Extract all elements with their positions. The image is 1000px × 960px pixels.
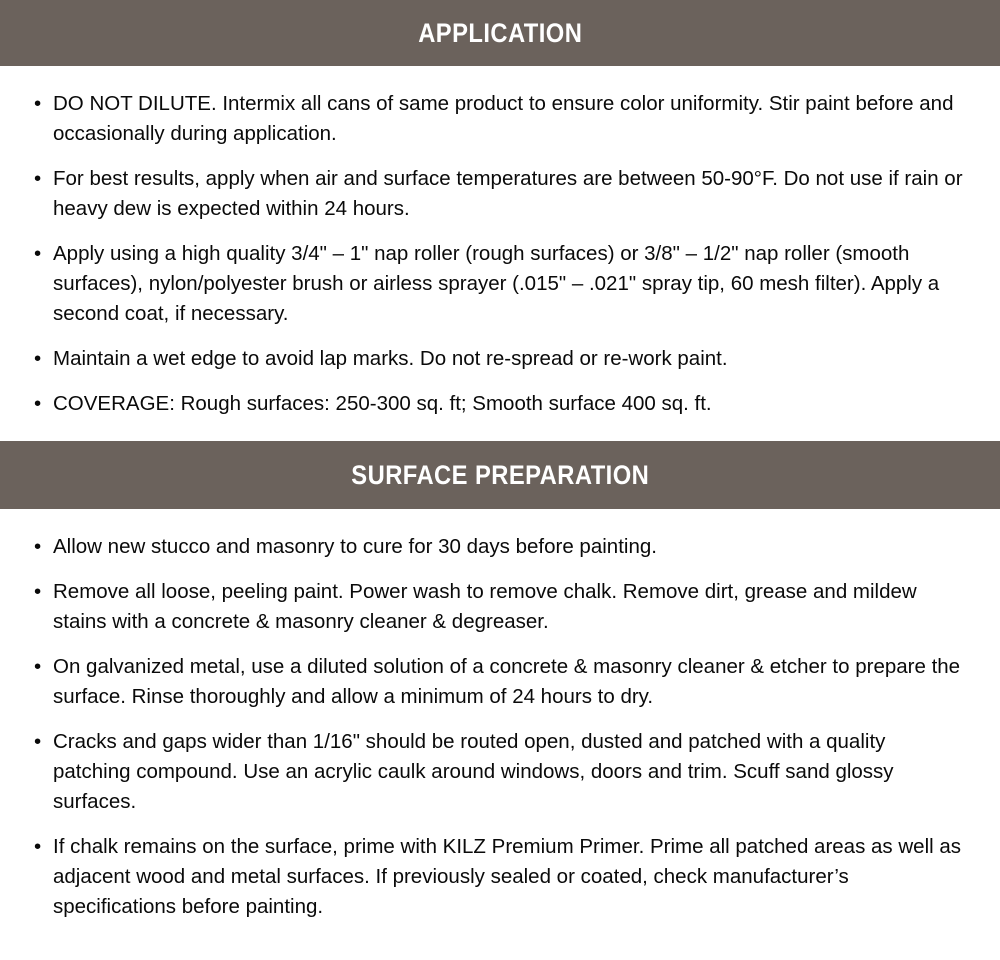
list-item-text: Apply using a high quality 3/4" – 1" nap roller (rough surfaces) or 3/8" – 1/2" nap roller (smooth surfaces), nylon/polyester brush or airless sprayer (.015" – .021" spray tip, 60 mesh filter). Apply a second coat, if necessary. — [53, 242, 940, 325]
section-heading-application-text: APPLICATION — [417, 17, 583, 48]
list-item — [34, 832, 966, 922]
list-item-text: For best results, apply when air and surface temperatures are between 50-90°F. Do not use if rain or heavy dew is expected within 24 hours. — [53, 167, 963, 220]
section-heading-surface-preparation-text: SURFACE PREPARATION — [351, 459, 649, 490]
list-item-text: DO NOT DILUTE. Intermix all cans of same product to ensure color uniformity. Stir paint before and occasionally during application. — [53, 92, 954, 145]
bullet-dot-icon: • — [34, 580, 42, 603]
bullet-dot-icon: • — [34, 655, 42, 678]
section-divider-space — [0, 419, 1000, 441]
list-item-text: Maintain a wet edge to avoid lap marks. Do not re-spread or re-work paint. — [53, 347, 728, 370]
bullet-dot-icon: • — [34, 242, 42, 265]
section-header-surface-preparation — [0, 441, 1000, 509]
bullet-dot-icon: • — [34, 835, 42, 858]
list-item — [34, 389, 966, 419]
list-item-text: Cracks and gaps wider than 1/16" should be routed open, dusted and patched with a quality patching compound. Use an acrylic caulk around windows, doors and trim. Scuff sand glossy surfaces. — [53, 730, 894, 813]
list-item — [34, 239, 966, 329]
list-item-text: If chalk remains on the surface, prime with KILZ Premium Primer. Prime all patched areas as well as adjacent wood and metal surfaces. If previously sealed or coated, check manufacturer’s specifications before painting. — [53, 835, 962, 918]
list-item-text: Allow new stucco and masonry to cure for 30 days before painting. — [53, 535, 657, 558]
list-item — [34, 89, 966, 149]
bullet-dot-icon: • — [34, 392, 42, 415]
list-item-text: Remove all loose, peeling paint. Power wash to remove chalk. Remove dirt, grease and mildew stains with a concrete & masonry cleaner & degreaser. — [53, 580, 917, 633]
list-item-text: COVERAGE: Rough surfaces: 250-300 sq. ft; Smooth surface 400 sq. ft. — [53, 392, 712, 415]
application-bullet-list — [34, 89, 966, 419]
surface-preparation-bullet-list — [34, 532, 966, 922]
list-item — [34, 727, 966, 817]
list-item — [34, 164, 966, 224]
section-body-surface-preparation — [0, 509, 1000, 922]
list-item-text: On galvanized metal, use a diluted solution of a concrete & masonry cleaner & etcher to prepare the surface. Rinse thoroughly and allow a minimum of 24 hours to dry. — [53, 655, 961, 708]
list-item — [34, 532, 966, 562]
bullet-dot-icon: • — [34, 347, 42, 370]
section-body-application — [0, 66, 1000, 419]
section-header-application — [0, 0, 1000, 66]
bullet-dot-icon: • — [34, 92, 42, 115]
bullet-dot-icon: • — [34, 730, 42, 753]
list-item — [34, 652, 966, 712]
bullet-dot-icon: • — [34, 535, 42, 558]
bullet-dot-icon: • — [34, 167, 42, 190]
list-item — [34, 344, 966, 374]
list-item — [34, 577, 966, 637]
